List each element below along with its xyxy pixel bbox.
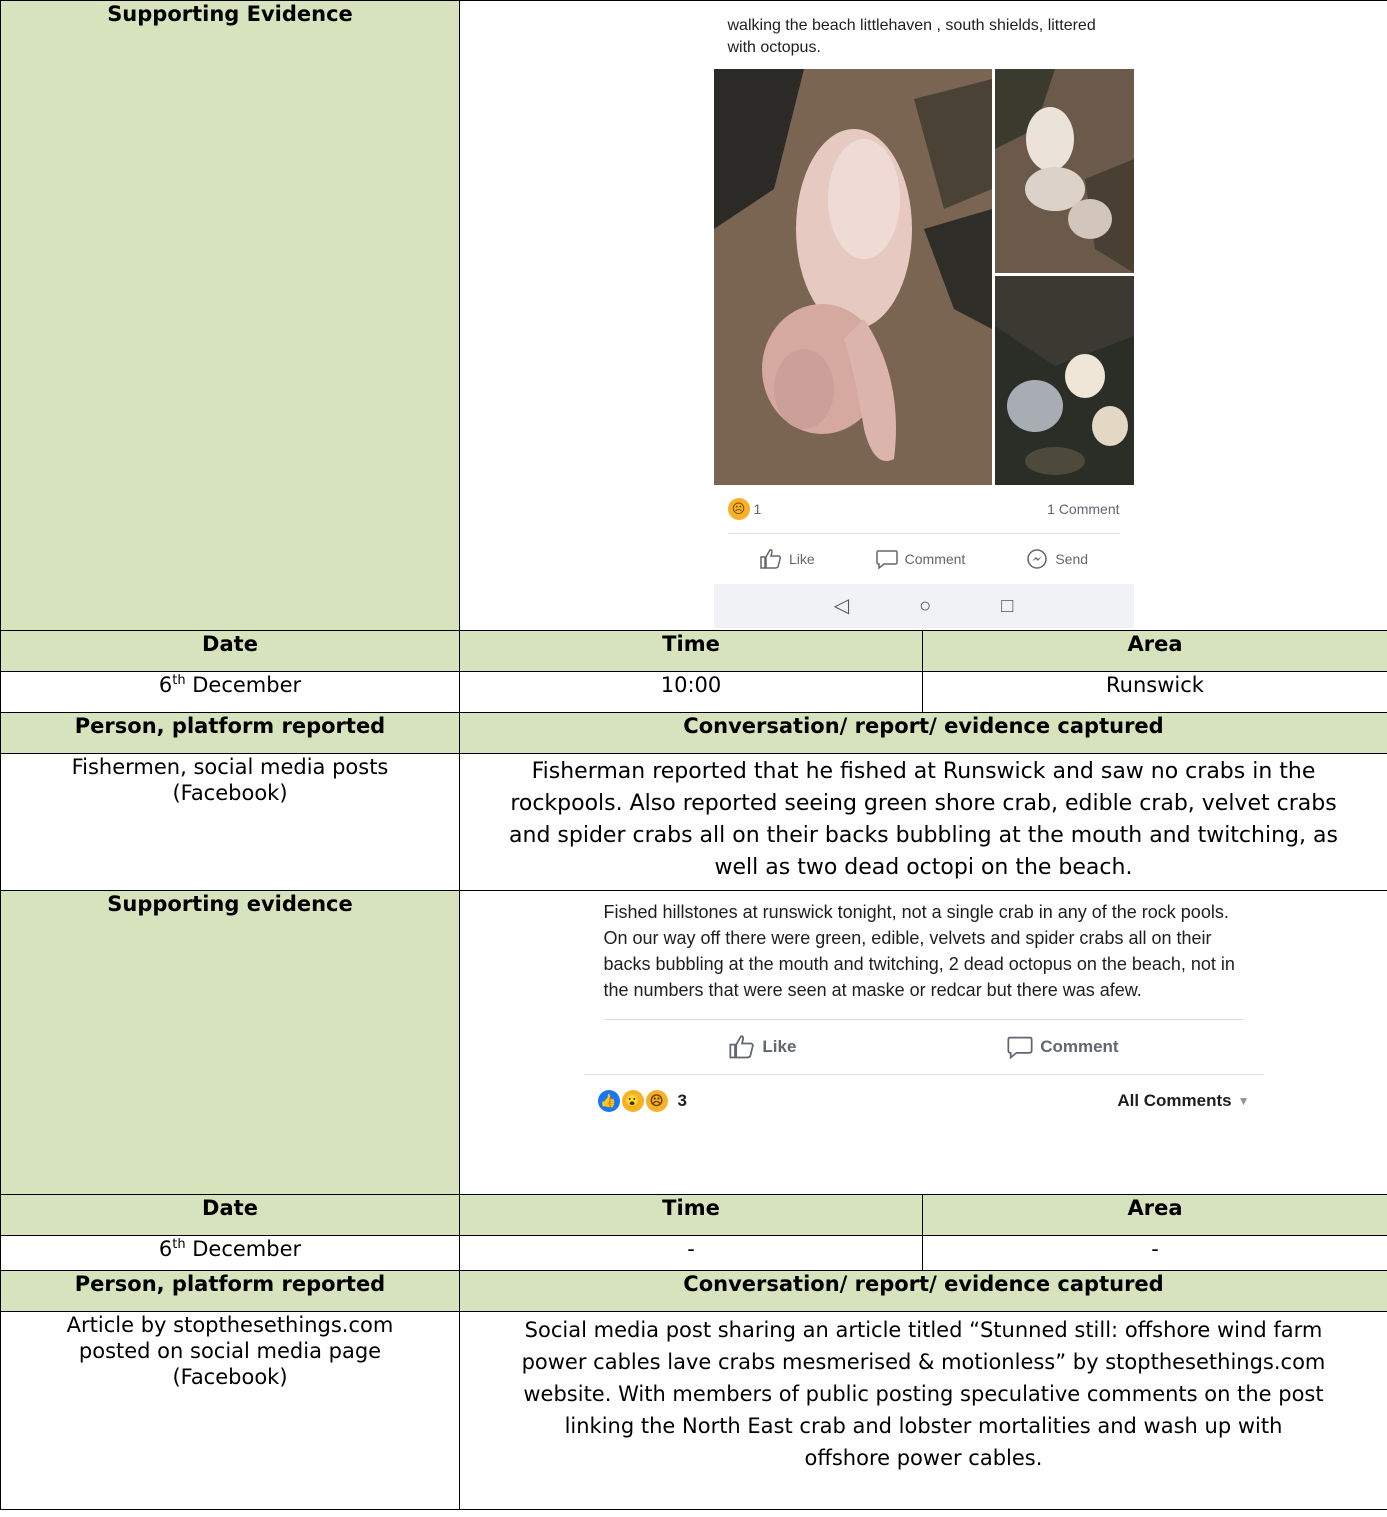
supporting-evidence-screenshot-cell — [460, 1, 1387, 631]
photo-grid — [714, 69, 1134, 485]
comment-count-link[interactable]: 1 Comment — [1047, 501, 1120, 517]
reaction-summary[interactable] — [598, 1088, 687, 1114]
send-button[interactable] — [1025, 546, 1088, 572]
reaction-count: 3 — [677, 1091, 687, 1110]
wow-reaction-icon: 😮 — [622, 1090, 644, 1112]
data-row-3 — [1, 1236, 1387, 1271]
comment-label: Comment — [904, 551, 966, 567]
area-header: Area — [923, 631, 1387, 672]
sad-reaction-icon: ☹ — [646, 1090, 668, 1112]
time-header: Time — [460, 631, 923, 672]
post-counts — [714, 485, 1134, 533]
comment-button[interactable] — [1006, 1034, 1118, 1060]
post-text: Fished hillstones at runswick tonight, not a single crab in any of the rock pools. On our way off there were green, edible, velvets and spider crabs all on their backs bubbling at the mouth and twitching, 2 dead octopus on the beach, not in the numbers that were seen at maske or redcar but there was afew. — [603, 902, 1235, 1000]
data-row-2 — [1, 754, 1387, 891]
comment-bubble-icon — [1006, 1034, 1034, 1060]
home-circle-icon[interactable]: ○ — [919, 595, 932, 617]
facebook-desktop-post — [584, 895, 1264, 1127]
date-header: Date — [1, 1195, 460, 1236]
comment-label: Comment — [1040, 1037, 1119, 1056]
conversation-header: Conversation/ report/ evidence captured — [460, 1271, 1387, 1312]
time-header: Time — [460, 1195, 923, 1236]
photo-octopus-bottom-right[interactable] — [995, 276, 1134, 485]
area-value: - — [923, 1236, 1387, 1271]
back-triangle-icon[interactable]: ◁ — [833, 595, 850, 617]
date-header: Date — [1, 631, 460, 672]
photo-octopus-top-right[interactable] — [995, 69, 1134, 273]
post-footer — [584, 1075, 1264, 1127]
time-value: - — [460, 1236, 923, 1271]
supporting-evidence-row-2 — [1, 891, 1387, 1195]
person-value: Article by stopthesethings.com posted on social media page (Facebook) — [1, 1312, 460, 1510]
person-value: Fishermen, social media posts (Facebook) — [1, 754, 460, 891]
conversation-header: Conversation/ report/ evidence captured — [460, 713, 1387, 754]
post-actions — [584, 1020, 1264, 1074]
all-comments-dropdown[interactable] — [1117, 1088, 1249, 1114]
header-row-3 — [1, 1195, 1387, 1236]
photo-octopus-large[interactable] — [714, 69, 992, 485]
conversation-value: Social media post sharing an article titled “Stunned still: offshore wind farm power cables lave crabs mesmerised & motionless” by stopthesethings.com website. With members of public posting speculative comments on the post linking the North East crab and lobster mortalities and wash up with offshore power cables. — [460, 1312, 1387, 1510]
post-text: walking the beach littlehaven , south shields, littered with octopus. — [727, 17, 1096, 56]
like-reaction-icon: 👍 — [598, 1090, 620, 1112]
comment-button[interactable] — [875, 546, 966, 572]
post-actions — [714, 534, 1134, 584]
recents-square-icon[interactable]: □ — [1001, 595, 1014, 617]
data-row-4 — [1, 1312, 1387, 1510]
like-button[interactable] — [728, 1034, 796, 1060]
header-row-2 — [1, 713, 1387, 754]
messenger-icon — [1025, 548, 1049, 570]
all-comments-label: All Comments — [1117, 1091, 1232, 1110]
area-value: Runswick — [923, 672, 1387, 713]
conversation-value: Fisherman reported that he fished at Runswick and saw no crabs in the rockpools. Also reported seeing green shore crab, edible crab, velvet crabs and spider crabs all on their backs bubbling at the mouth and twitching, as well as two dead octopi on the beach. — [460, 754, 1387, 891]
like-button[interactable] — [759, 546, 815, 572]
supporting-evidence-row-1 — [1, 1, 1387, 631]
reaction-count: 1 — [753, 501, 762, 517]
android-nav-bar — [714, 584, 1134, 628]
person-header: Person, platform reported — [1, 713, 460, 754]
date-value: 6th December — [1, 1236, 460, 1271]
thumbs-up-icon — [759, 548, 783, 570]
reaction-summary[interactable] — [728, 496, 762, 522]
sad-reaction-icon: ☹ — [728, 498, 750, 520]
supporting-evidence-label: Supporting evidence — [1, 891, 460, 1195]
caret-down-icon: ▼ — [1237, 1094, 1250, 1108]
header-row-1 — [1, 631, 1387, 672]
supporting-evidence-label: Supporting Evidence — [1, 1, 460, 631]
like-label: Like — [788, 551, 815, 567]
like-label: Like — [762, 1037, 797, 1056]
person-header: Person, platform reported — [1, 1271, 460, 1312]
thumbs-up-icon — [728, 1034, 756, 1060]
comment-bubble-icon — [875, 548, 899, 570]
data-row-1 — [1, 672, 1387, 713]
date-value: 6th December — [1, 672, 460, 713]
time-value: 10:00 — [460, 672, 923, 713]
area-header: Area — [923, 1195, 1387, 1236]
send-label: Send — [1055, 551, 1089, 567]
supporting-evidence-screenshot-cell — [460, 891, 1387, 1195]
facebook-mobile-post — [714, 5, 1134, 628]
header-row-4 — [1, 1271, 1387, 1312]
